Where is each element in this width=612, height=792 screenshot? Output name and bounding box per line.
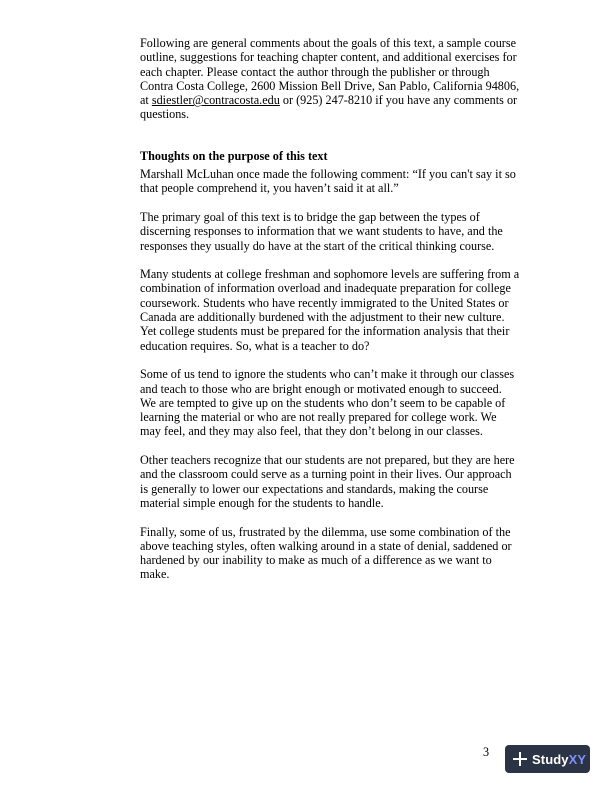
intro-text-before-email: Following are general comments about the goals of this text, a sample course outline, suggestions for teaching chapter content, and additional exercises for each chapter. Please contact the author through the publisher or through Contra Costa College, 2600 Mission Bell Drive, San Pablo, California 94806, at: [140, 36, 520, 108]
intro-text-after-email: or (925) 247-8210 if you have any comments or questions.: [140, 93, 518, 122]
studyxy-logo-text: [532, 752, 586, 767]
paragraph-finally: Finally, some of us, frustrated by the dilemma, use some combination of the above teaching styles, often walking around in a state of denial, saddened or hardened by our inability to make as much of a difference as we want to make.: [140, 524, 512, 582]
paragraph-students-overload: Many students at college freshman and sophomore levels are suffering from a combination of information overload and inadequate preparation for college coursework. Students who have recently immigrated to the United States or Canada are additionally burdened with the adjustment to their new culture. Yet college students must be prepared for the information analysis that their education requires. So, what is a teacher to do?: [140, 267, 520, 353]
paragraph-other-teachers: Other teachers recognize that our students are not prepared, but they are here and the classroom could serve as a turning point in their lives. Our approach is generally to lower our expectations and standards, making the course material simple enough for the students to handle.: [140, 453, 515, 510]
plus-icon: [513, 752, 527, 766]
paragraph-mcluhan-quote: Marshall McLuhan once made the following comment: “If you can't say it so that people comprehend it, you haven’t said it at all.”: [140, 167, 516, 196]
author-email-link[interactable]: sdiestler@contracosta.edu: [151, 93, 280, 108]
brand-accent-text: XY: [568, 751, 587, 767]
document-body: [140, 36, 520, 596]
paragraph-ignore-students: Some of us tend to ignore the students who can’t make it through our classes and teach to those who are bright enough or motivated enough to succeed. We are tempted to give up on the students who don’t seem to be capable of learning the material or who are not really prepared for college work. We may feel, and they may also feel, that they don’t belong in our classes.: [140, 367, 515, 439]
paragraph-primary-goal: The primary goal of this text is to bridge the gap between the types of discerning responses to information that we want students to have, and the responses they usually do have at the start of the critical thinking course.: [140, 209, 503, 253]
studyxy-badge[interactable]: [505, 745, 590, 773]
section-heading: Thoughts on the purpose of this text: [140, 148, 328, 163]
brand-main-text: Study: [532, 751, 569, 767]
intro-paragraph: [140, 36, 520, 122]
page-number: 3: [483, 745, 490, 759]
